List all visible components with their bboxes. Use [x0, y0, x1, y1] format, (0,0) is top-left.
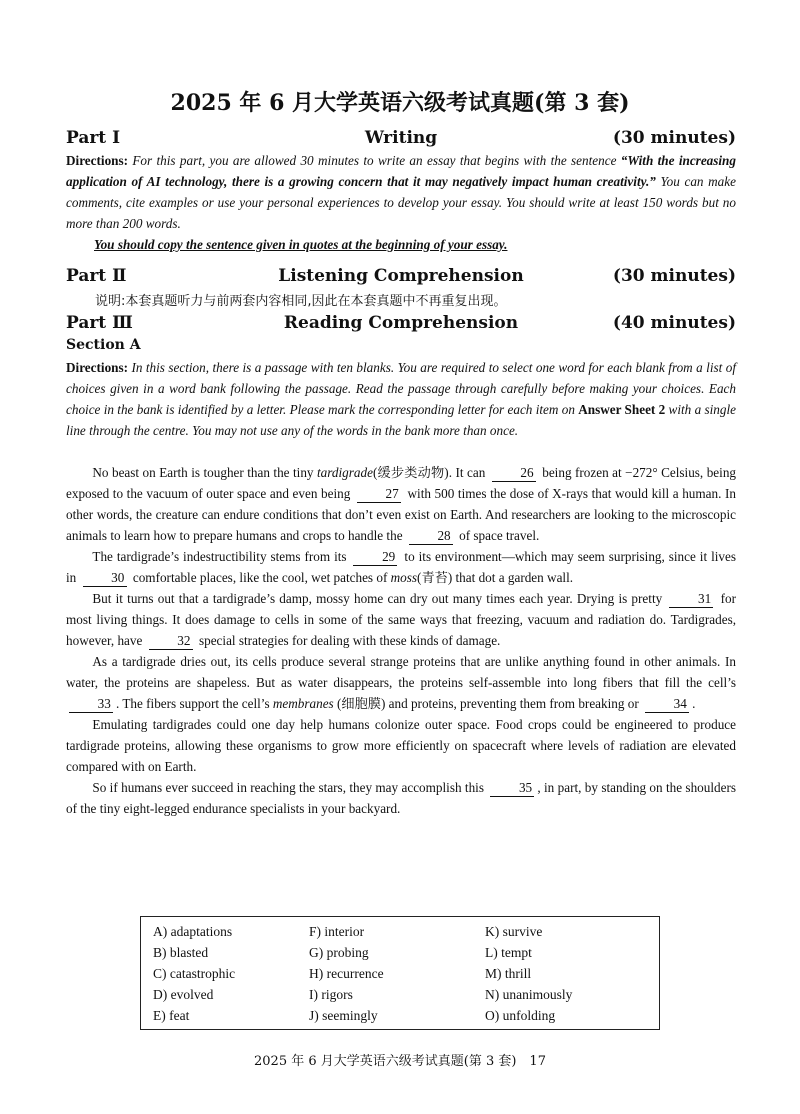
- blank-28: 28: [409, 528, 453, 545]
- word-bank-item: K) survive: [485, 924, 543, 939]
- passage-paragraph-6: So if humans ever succeed in reaching the stars, they may accomplish this 35 , in part, by standing on the shoulders of the tiny eight-legged endurance specialists in your backyard.: [66, 780, 736, 816]
- passage-paragraph-2: The tardigrade’s indestructibility stems from its 29 to its environment—which may seem surprising, since it lives in 30 comfortable places, like the cool, wet patches of moss(青苔) that dot a garden wall.: [66, 549, 736, 585]
- word-bank-item: A) adaptations: [153, 924, 233, 939]
- word-bank-item: B) blasted: [153, 945, 209, 960]
- word-bank-item: H) recurrence: [309, 966, 384, 981]
- word-bank-item: G) probing: [309, 945, 369, 960]
- answer-sheet-label: Answer Sheet 2: [578, 402, 666, 417]
- passage-paragraph-3: But it turns out that a tardigrade’s damp, mossy home can dry out many times each year. Drying is pretty 31 for most living things. It does damage to cells in some of the same ways that freezing, vacuum and radiation do. Tardigrades, however, have 32 special strategies for dealing with these kinds of damage.: [66, 591, 736, 648]
- secA-directions-text-1: In this section, there is a passage with ten blanks. You are required to select one word for each blank from a list of choices given in a word bank following the passage. Read the passage through carefully before making your choices. Each choice in the bank is identified by a letter. Please mark the corresponding letter for each item on: [66, 360, 736, 417]
- word-bank-column-1: [153, 921, 235, 1026]
- directions-label: Directions:: [66, 153, 129, 168]
- word-bank-item: C) catastrophic: [153, 966, 236, 981]
- part2-label: Part Ⅱ: [66, 266, 127, 286]
- blank-35: 35: [490, 780, 534, 797]
- word-bank-item: N) unanimously: [485, 987, 573, 1002]
- word-bank-item: E) feat: [153, 1008, 190, 1023]
- word-bank-item: F) interior: [309, 924, 365, 939]
- blank-31: 31: [669, 591, 713, 608]
- passage-paragraph-5: Emulating tardigrades could one day help humans colonize outer space. Food crops could be engineered to produce tardigrade proteins, allowing these organisms to grow more efficiently on spacecraft where levels of radiation are elevated compared with on Earth.: [66, 717, 736, 774]
- page-title: 2025 年 6 月大学英语六级考试真题(第 3 套): [170, 90, 630, 116]
- part3-time: (40 minutes): [612, 313, 736, 333]
- part2-name: Listening Comprehension: [278, 266, 524, 286]
- directions-text-2: You can make comments, cite examples or use your personal experiences to develop your essay. You should write at least 150 words but no more than 200 words.: [66, 174, 736, 231]
- blank-30: 30: [83, 570, 127, 587]
- page-footer: 2025 年 6 月大学英语六级考试真题(第 3 套) 17: [254, 1054, 546, 1069]
- secA-directions-text-2: with a single line through the centre. You may not use any of the words in the bank more than once.: [66, 402, 737, 438]
- part1-time: (30 minutes): [612, 128, 736, 148]
- word-bank-item: L) tempt: [485, 945, 532, 960]
- passage-paragraph-1: No beast on Earth is tougher than the tiny tardigrade(缓步类动物). It can 26 being frozen at −272° Celsius, being exposed to the vacuum of outer space and even being 27 with 500 times the dose of X-rays that would kill a human. In other words, the creature can endure conditions that don’t even exist on Earth. And researchers are looking to the microscopic animals to learn how to prepare humans and crops to handle the 28 of space travel.: [66, 465, 737, 543]
- passage-paragraph-4: As a tardigrade dries out, its cells produce several strange proteins that are unlike anything found in other animals. In water, the proteins are shapeless. But as water disappears, the proteins self-assemble into long fibers that fill the cell’s 33 . The fibers support the cell’s membranes (细胞膜) and proteins, preventing them from breaking or 34 .: [66, 654, 736, 711]
- blank-34: 34: [645, 696, 689, 713]
- blank-32: 32: [149, 633, 193, 650]
- directions-quote: “With the increasing application of AI technology, there is a growing concern that it may negatively impact human creativity.”: [66, 153, 736, 189]
- word-bank-column-2: [309, 921, 384, 1026]
- part1-label: Part Ⅰ: [66, 128, 121, 148]
- word-bank-item: O) unfolding: [485, 1008, 556, 1023]
- part2-time: (30 minutes): [612, 266, 736, 286]
- part2-note: 说明:本套真题听力与前两套内容相同,因此在本套真题中不再重复出现。: [95, 294, 507, 309]
- part1-name: Writing: [364, 128, 438, 148]
- section-a-directions: [66, 357, 736, 441]
- copy-instruction-text: You should copy the sentence given in quotes at the beginning of your essay.: [94, 237, 508, 252]
- secA-directions-label: Directions:: [66, 360, 129, 375]
- word-bank-item: D) evolved: [153, 987, 214, 1002]
- blank-33: 33: [69, 696, 113, 713]
- word-bank: [140, 916, 660, 1030]
- blank-29: 29: [353, 549, 397, 566]
- copy-instruction: [66, 234, 736, 255]
- word-bank-column-3: [485, 921, 572, 1026]
- part3-name: Reading Comprehension: [283, 313, 519, 333]
- word-bank-item: M) thrill: [485, 966, 532, 981]
- passage: [66, 462, 736, 819]
- part1-directions: [66, 150, 736, 234]
- section-a-heading: Section A: [66, 337, 141, 353]
- blank-27: 27: [357, 486, 401, 503]
- word-bank-item: J) seemingly: [309, 1008, 378, 1023]
- part3-label: Part Ⅲ: [66, 313, 133, 333]
- directions-text-1: For this part, you are allowed 30 minutes to write an essay that begins with the sentence: [128, 153, 621, 168]
- blank-26: 26: [492, 465, 536, 482]
- word-bank-item: I) rigors: [309, 987, 353, 1002]
